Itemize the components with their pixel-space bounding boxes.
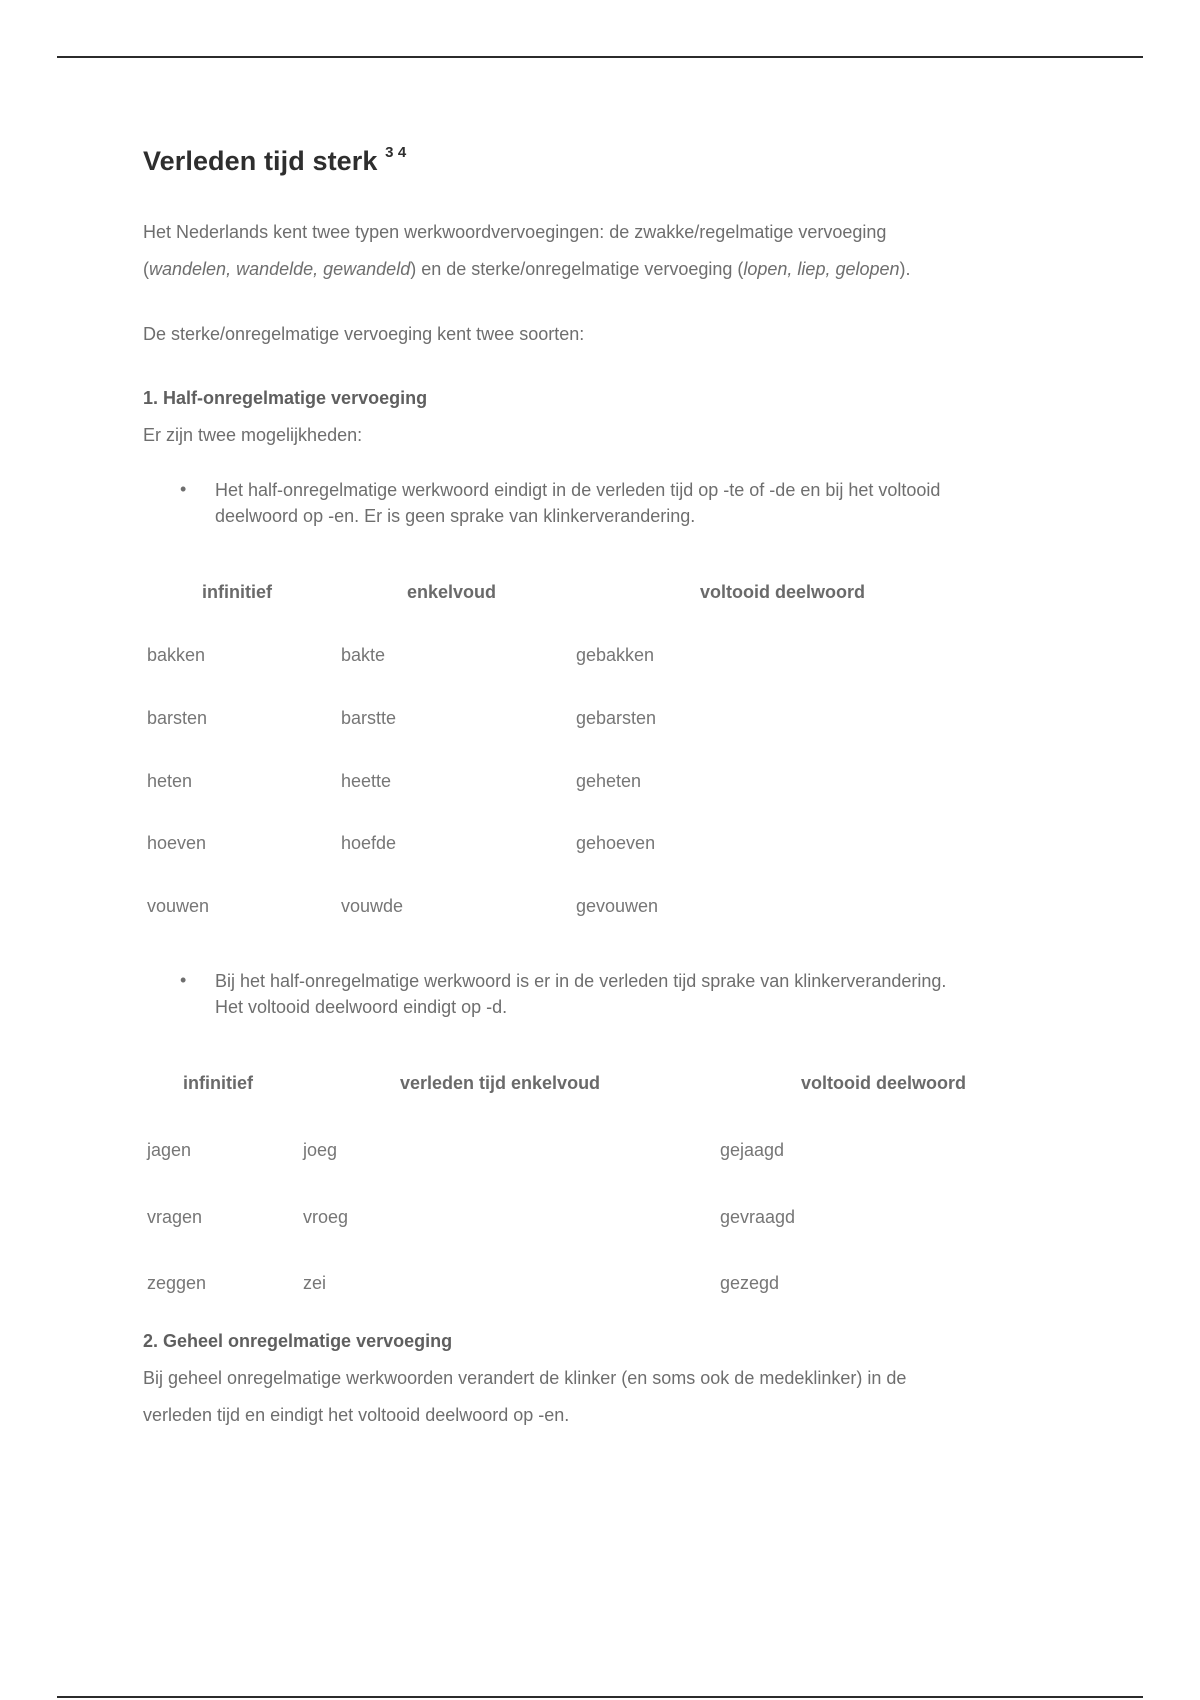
section2-heading: 2. Geheel onregelmatige vervoeging bbox=[143, 1331, 453, 1351]
table1-cell: gebakken bbox=[576, 645, 655, 665]
bullet-2 bbox=[215, 968, 946, 1020]
table1-cell: hoefde bbox=[341, 833, 397, 853]
table1-cell: heette bbox=[341, 771, 392, 791]
footer-rule bbox=[57, 1696, 1143, 1698]
table2-cell: joeg bbox=[303, 1140, 338, 1160]
section2-line-1: Bij geheel onregelmatige werkwoorden verandert de klinker (en soms ook de medeklinker) in de bbox=[143, 1368, 907, 1388]
table1-header-enkelvoud: enkelvoud bbox=[407, 582, 497, 602]
intro-example-strong: lopen, liep, gelopen bbox=[743, 259, 900, 279]
table1-cell: gebarsten bbox=[576, 708, 657, 728]
header-rule bbox=[57, 56, 1143, 58]
intro-line-1: Het Nederlands kent twee typen werkwoordvervoegingen: de zwakke/regelmatige vervoeging bbox=[143, 222, 887, 242]
table2-cell: jagen bbox=[147, 1140, 192, 1160]
bullet-marker: • bbox=[180, 479, 187, 499]
section2-line-2: verleden tijd en eindigt het voltooid deelwoord op -en. bbox=[143, 1405, 570, 1425]
table1-cell: barstte bbox=[341, 708, 397, 728]
bullet-marker: • bbox=[180, 970, 187, 990]
page-title-text: Verleden tijd sterk bbox=[143, 146, 378, 176]
bullet-2-line-1: Bij het half-onregelmatige werkwoord is er in de verleden tijd sprake van klinkerverandering. bbox=[215, 971, 947, 991]
table1-cell: gevouwen bbox=[576, 896, 659, 916]
table2-cell: gevraagd bbox=[720, 1207, 796, 1227]
intro-mid-text: ) en de sterke/onregelmatige vervoeging ( bbox=[410, 259, 744, 279]
table1-cell: vouwde bbox=[341, 896, 404, 916]
intro-line-2 bbox=[143, 259, 911, 280]
table1-cell: gehoeven bbox=[576, 833, 656, 853]
title-footnote-refs: 3 4 bbox=[385, 144, 407, 161]
table2-header-verleden-tijd: verleden tijd enkelvoud bbox=[400, 1073, 601, 1093]
intro-example-weak: wandelen, wandelde, gewandeld bbox=[149, 259, 411, 279]
bullet-1 bbox=[215, 477, 940, 529]
table2-header-infinitief: infinitief bbox=[183, 1073, 253, 1093]
table1-cell: heten bbox=[147, 771, 193, 791]
bullet-1-line-1: Het half-onregelmatige werkwoord eindigt in de verleden tijd op -te of -de en bij het voltooid bbox=[215, 480, 941, 500]
section1-intro: Er zijn twee mogelijkheden: bbox=[143, 425, 363, 445]
table2-cell: vroeg bbox=[303, 1207, 349, 1227]
table1-cell: barsten bbox=[147, 708, 208, 728]
page-title bbox=[143, 146, 406, 177]
table2-cell: vragen bbox=[147, 1207, 203, 1227]
table1-header-voltooid: voltooid deelwoord bbox=[700, 582, 865, 602]
table1-cell: geheten bbox=[576, 771, 642, 791]
table2-cell: zei bbox=[303, 1273, 327, 1293]
table1-cell: hoeven bbox=[147, 833, 207, 853]
section1-heading: 1. Half-onregelmatige vervoeging bbox=[143, 388, 428, 408]
intro-paren-close: ). bbox=[899, 259, 911, 279]
table2-cell: gejaagd bbox=[720, 1140, 785, 1160]
table1-cell: vouwen bbox=[147, 896, 210, 916]
kinds-paragraph: De sterke/onregelmatige vervoeging kent twee soorten: bbox=[143, 324, 585, 344]
table2-cell: gezegd bbox=[720, 1273, 780, 1293]
table2-cell: zeggen bbox=[147, 1273, 207, 1293]
bullet-1-line-2: deelwoord op -en. Er is geen sprake van klinkerverandering. bbox=[215, 506, 696, 526]
table2-header-voltooid: voltooid deelwoord bbox=[801, 1073, 966, 1093]
table1-cell: bakken bbox=[147, 645, 206, 665]
table1-cell: bakte bbox=[341, 645, 386, 665]
table1-header-infinitief: infinitief bbox=[202, 582, 272, 602]
intro-paren-open: ( bbox=[143, 259, 149, 279]
bullet-2-line-2: Het voltooid deelwoord eindigt op -d. bbox=[215, 997, 508, 1017]
